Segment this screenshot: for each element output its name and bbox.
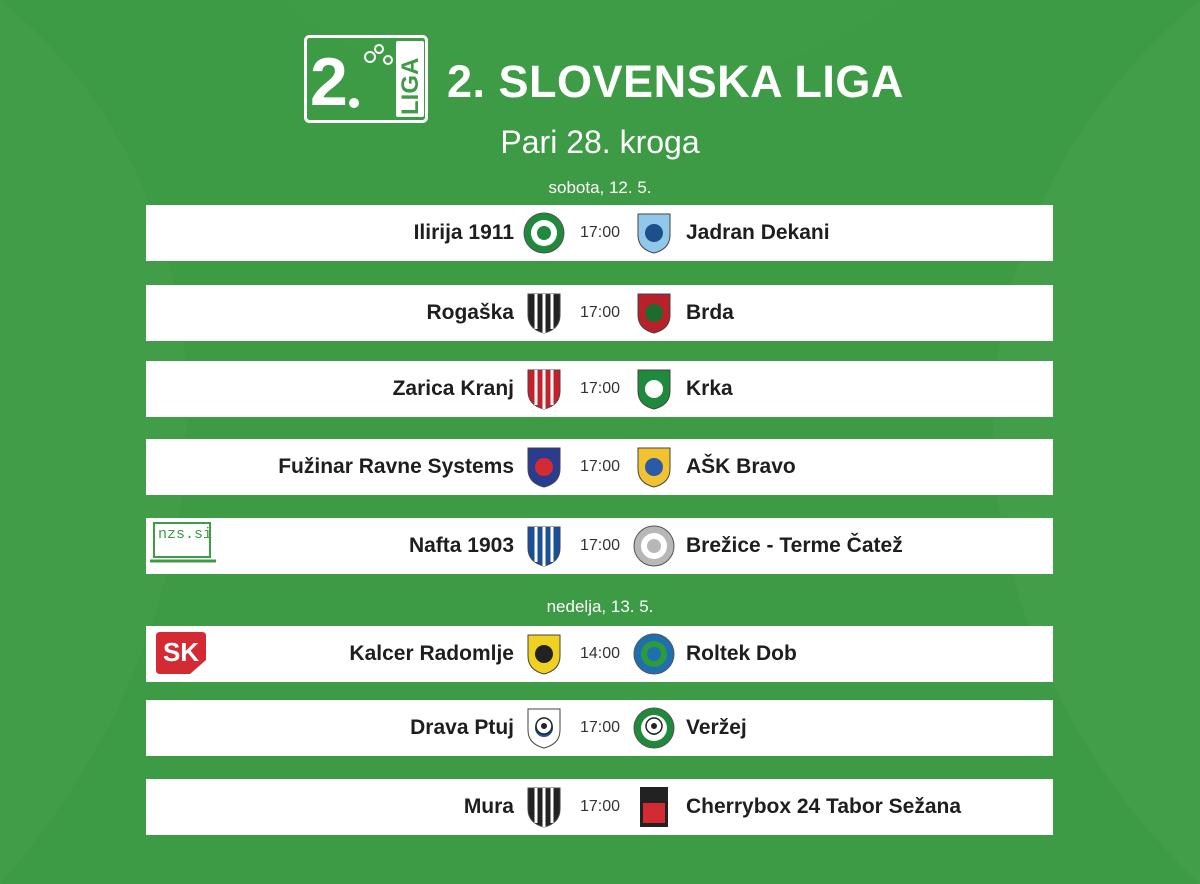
home-team-name: Fužinar Ravne Systems bbox=[278, 455, 514, 478]
home-team-name: Mura bbox=[463, 795, 514, 818]
sk-logo-text: SK bbox=[162, 637, 200, 667]
verzej-crest-icon bbox=[632, 706, 676, 750]
mura-crest-icon bbox=[522, 785, 566, 829]
zarica-crest-icon bbox=[522, 367, 566, 411]
match-row bbox=[146, 361, 1053, 417]
kickoff-time: 17:00 bbox=[579, 798, 621, 815]
radomlje-crest-icon bbox=[522, 632, 566, 676]
day-label-saturday: sobota, 12. 5. bbox=[548, 178, 652, 197]
match-row bbox=[146, 285, 1053, 341]
away-team-name: Cherrybox 24 Tabor Sežana bbox=[686, 795, 962, 818]
tabor-crest-icon bbox=[632, 785, 676, 829]
home-team-name: Rogaška bbox=[426, 301, 514, 324]
svg-text:2: 2 bbox=[310, 44, 348, 120]
league-title: 2. SLOVENSKA LIGA bbox=[447, 56, 904, 107]
home-team-name: Zarica Kranj bbox=[392, 377, 514, 400]
away-team-name: Veržej bbox=[686, 716, 747, 739]
match-row bbox=[146, 518, 1053, 574]
match-row bbox=[146, 439, 1053, 495]
nzs-label: nzs.si bbox=[158, 526, 213, 543]
kickoff-time: 14:00 bbox=[579, 645, 621, 662]
match-row bbox=[146, 626, 1053, 682]
match-row bbox=[146, 205, 1053, 261]
away-team-name: Brda bbox=[686, 301, 734, 324]
rogaska-crest-icon bbox=[522, 291, 566, 335]
league-logo bbox=[304, 35, 428, 123]
jadran-crest-icon bbox=[632, 211, 676, 255]
round-title: Pari 28. kroga bbox=[500, 124, 700, 160]
away-team-name: Jadran Dekani bbox=[686, 221, 830, 244]
kickoff-time: 17:00 bbox=[579, 380, 621, 397]
dob-crest-icon bbox=[632, 632, 676, 676]
home-team-name: Kalcer Radomlje bbox=[349, 642, 514, 665]
kickoff-time: 17:00 bbox=[579, 719, 621, 736]
fuzinar-crest-icon bbox=[522, 445, 566, 489]
nzs-laptop-icon bbox=[150, 521, 216, 565]
logo-text: LIGA bbox=[397, 57, 424, 115]
home-team-name: Ilirija 1911 bbox=[413, 221, 514, 244]
match-row bbox=[146, 700, 1053, 756]
kickoff-time: 17:00 bbox=[579, 537, 621, 554]
nafta-crest-icon bbox=[522, 524, 566, 568]
home-team-name: Drava Ptuj bbox=[410, 716, 514, 739]
kickoff-time: 17:00 bbox=[579, 458, 621, 475]
ilirija-crest-icon bbox=[522, 211, 566, 255]
kickoff-time: 17:00 bbox=[579, 224, 621, 241]
day-label-sunday: nedelja, 13. 5. bbox=[546, 597, 654, 616]
home-team-name: Nafta 1903 bbox=[408, 534, 514, 557]
away-team-name: AŠK Bravo bbox=[686, 455, 796, 478]
away-team-name: Brežice - Terme Čatež bbox=[686, 534, 903, 557]
away-team-name: Krka bbox=[686, 377, 733, 400]
krka-crest-icon bbox=[632, 367, 676, 411]
kickoff-time: 17:00 bbox=[579, 304, 621, 321]
brda-crest-icon bbox=[632, 291, 676, 335]
brezice-crest-icon bbox=[632, 524, 676, 568]
drava-crest-icon bbox=[522, 706, 566, 750]
bravo-crest-icon bbox=[632, 445, 676, 489]
match-row bbox=[146, 779, 1053, 835]
away-team-name: Roltek Dob bbox=[686, 642, 797, 665]
sport-klub-logo bbox=[154, 630, 208, 676]
